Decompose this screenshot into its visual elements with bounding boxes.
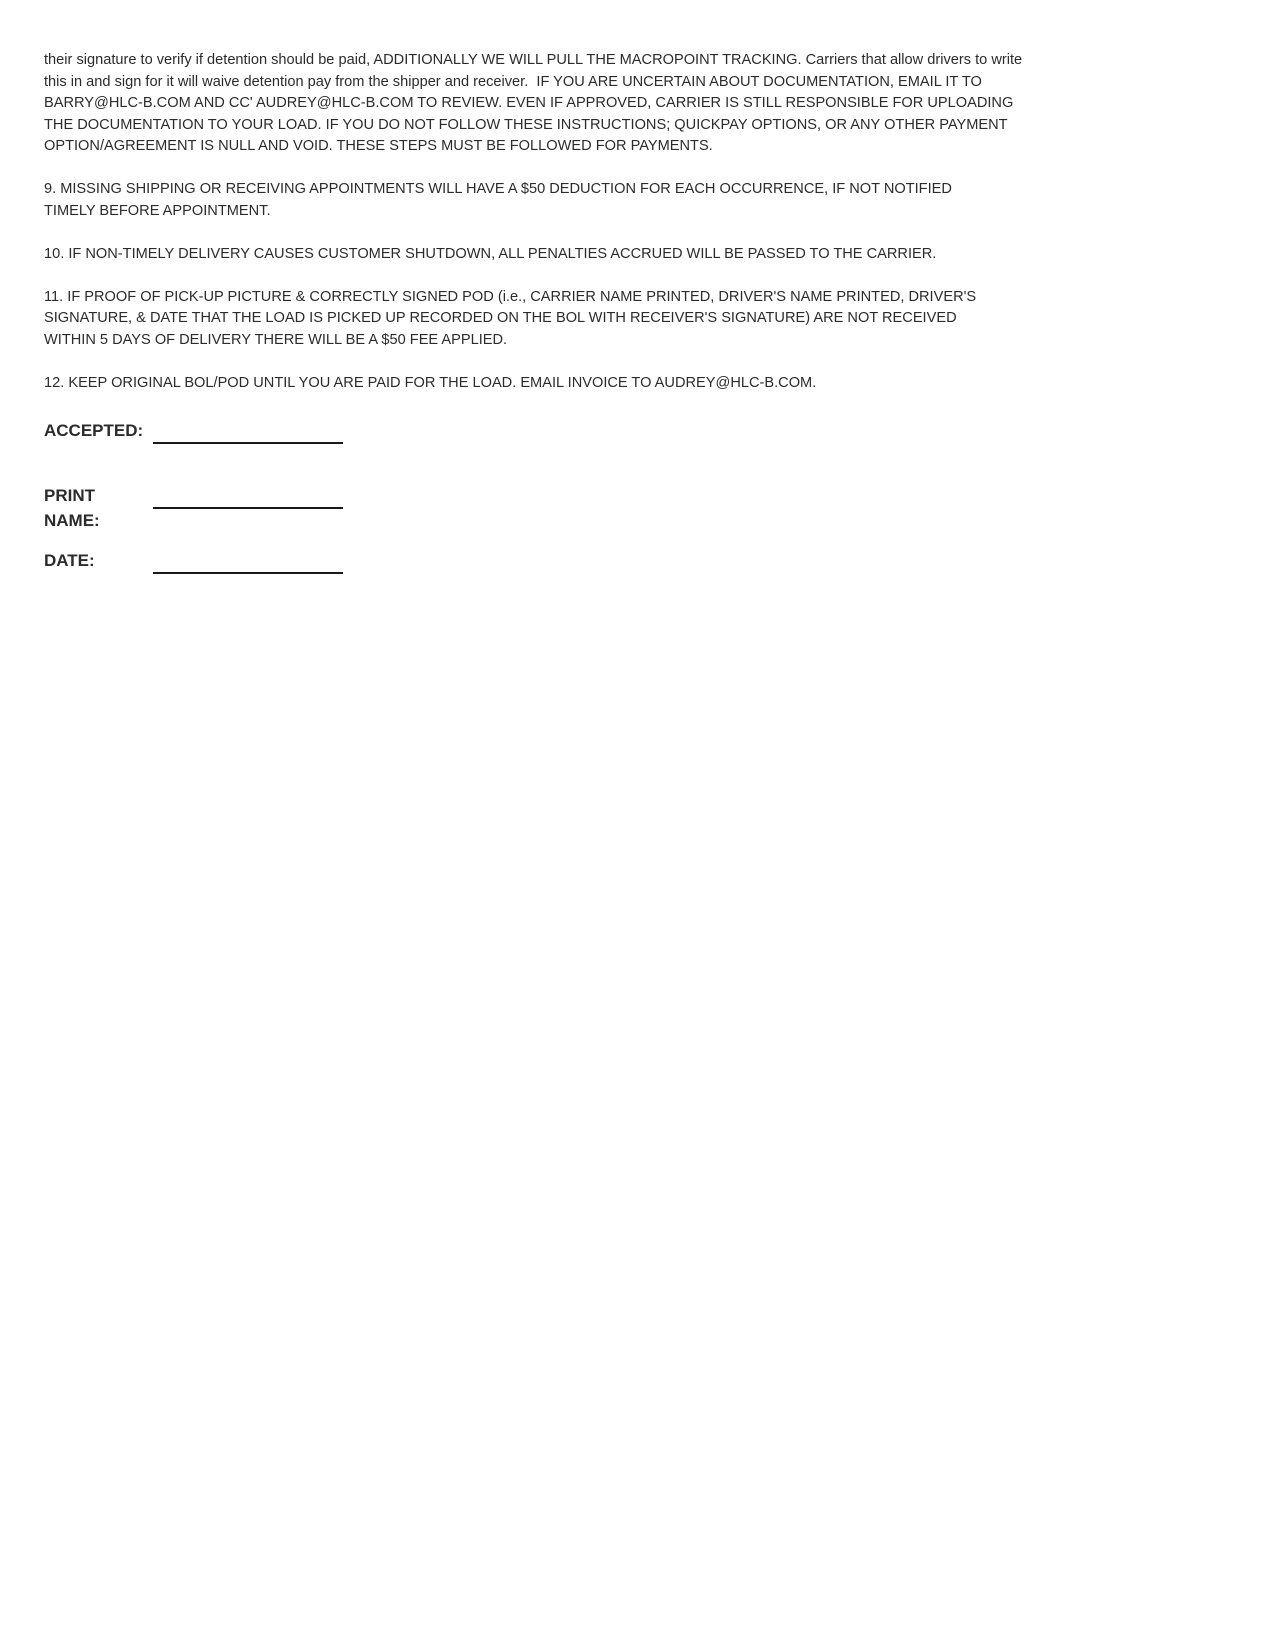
date-signature-line[interactable] [153,572,343,574]
accepted-label: ACCEPTED: [44,421,144,440]
signature-block [44,418,364,578]
print-name-label-line2: NAME: [44,511,100,530]
paragraph-item-9: 9. MISSING SHIPPING OR RECEIVING APPOINTMENTS WILL HAVE A $50 DEDUCTION FOR EACH OCCURRENCE, IF NOT NOTIFIED TIMELY BEFORE APPOINTMENT. [44,181,956,219]
paragraph-item-11: 11. IF PROOF OF PICK-UP PICTURE & CORRECTLY SIGNED POD (i.e., CARRIER NAME PRINTED, DRIVER'S NAME PRINTED, DRIVER'S SIGNATURE, & DATE THAT THE LOAD IS PICKED UP RECORDED ON THE BOL WITH RECEIVER'S SIGNATURE) ARE NOT RECEIVED WITHIN 5 DAYS OF DELIVERY THERE WILL BE A $50 FEE APPLIED. [44,288,981,348]
paragraph-item-12: 12. KEEP ORIGINAL BOL/POD UNTIL YOU ARE PAID FOR THE LOAD. EMAIL INVOICE TO AUDREY@HLC-B.COM. [44,374,817,391]
date-label: DATE: [44,551,95,570]
print-name-signature-line[interactable] [153,507,343,509]
print-name-label-line1: PRINT [44,486,95,505]
paragraph-item-10: 10. IF NON-TIMELY DELIVERY CAUSES CUSTOMER SHUTDOWN, ALL PENALTIES ACCRUED WILL BE PASSED TO THE CARRIER. [44,245,937,262]
document-body [44,50,1027,394]
paragraph-detention-terms: their signature to verify if detention should be paid, ADDITIONALLY WE WILL PULL THE MACROPOINT TRACKING. Carriers that allow drivers to write this in and sign for it will waive detention pay from the shipper and receiver. IF YOU ARE UNCERTAIN ABOUT DOCUMENTATION, EMAIL IT TO BARRY@HLC-B.COM AND CC' AUDREY@HLC-B.COM TO REVIEW. EVEN IF APPROVED, CARRIER IS STILL RESPONSIBLE FOR UPLOADING THE DOCUMENTATION TO YOUR LOAD. IF YOU DO NOT FOLLOW THESE INSTRUCTIONS; QUICKPAY OPTIONS, OR ANY OTHER PAYMENT OPTION/AGREEMENT IS NULL AND VOID. THESE STEPS MUST BE FOLLOWED FOR PAYMENTS. [44,52,1027,154]
accepted-signature-line[interactable] [153,442,343,444]
